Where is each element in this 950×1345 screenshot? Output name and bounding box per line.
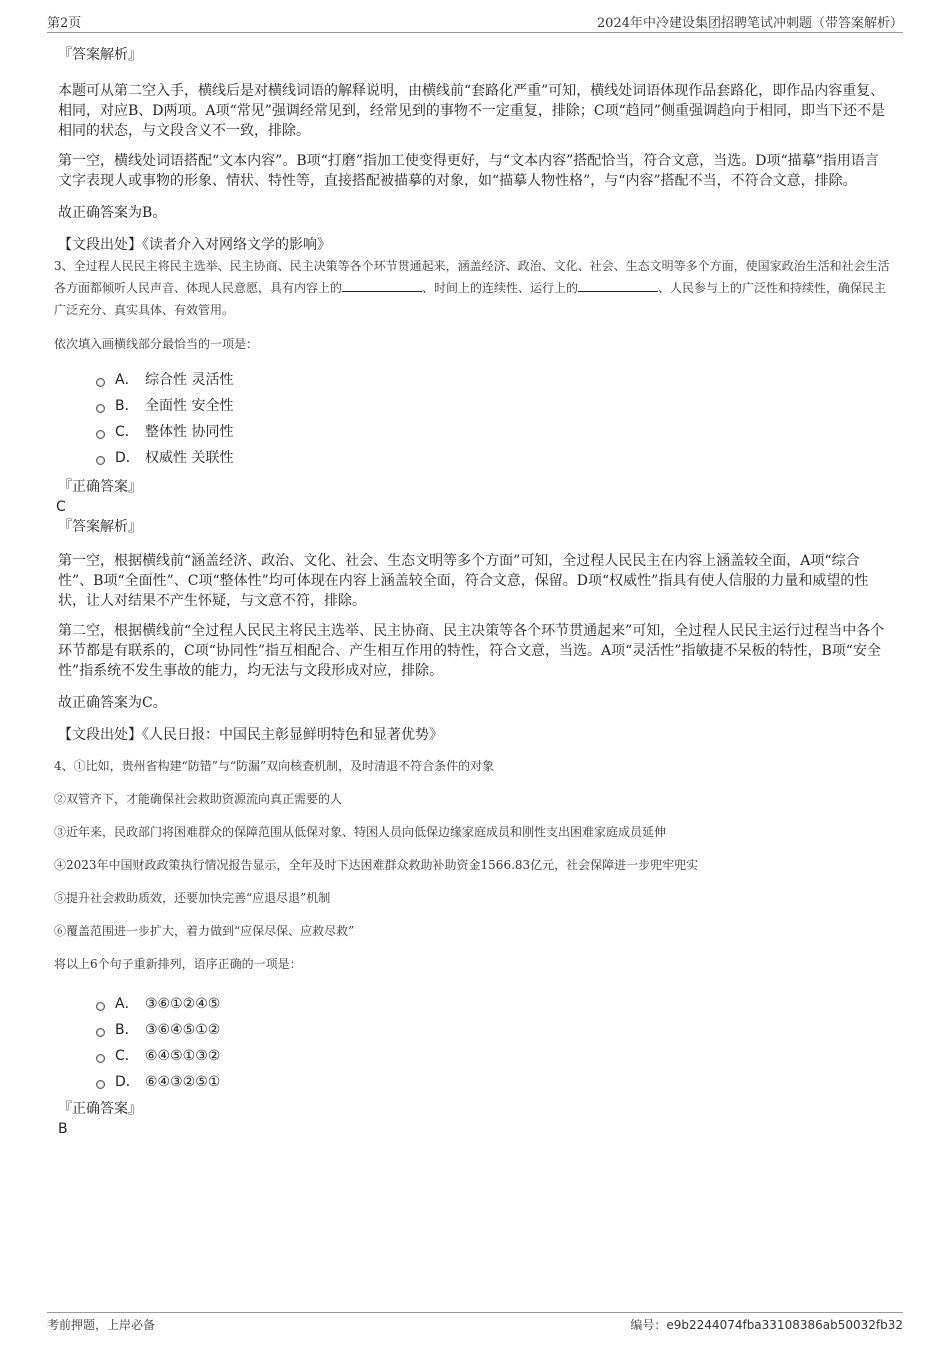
page-content bbox=[54, 45, 892, 1139]
q4-option-a[interactable]: A． ③⑥①②④⑤ bbox=[96, 991, 892, 1017]
radio-button[interactable] bbox=[96, 1028, 105, 1037]
q3-option-a[interactable]: A． 综合性 灵活性 bbox=[96, 367, 892, 393]
q3-blank-1 bbox=[342, 279, 422, 292]
page-header bbox=[47, 12, 903, 33]
q3-blank-2 bbox=[578, 279, 658, 292]
q4-sentence-6: ⑥覆盖范围进一步扩大，着力做到“应保尽保、应救尽救” bbox=[54, 924, 355, 938]
q3-stem-part-1: 3、全过程人民民主将民主选举、民主协商、民主决策等各个环节贯通起来，涵盖经济、政治、文化、社会、生态文明等多个方面，使国家政治生活和社会生活各方面都倾听人民声音、体现人民意愿，具有内容上的 bbox=[54, 259, 890, 295]
q3-option-c[interactable]: C． 整体性 协同性 bbox=[96, 419, 892, 445]
radio-button[interactable] bbox=[96, 1080, 105, 1089]
q4-option-c[interactable]: C． ⑥④⑤①③② bbox=[96, 1043, 892, 1069]
q4-sentence-3: ③近年来，民政部门将困难群众的保障范围从低保对象、特困人员向低保边缘家庭成员和刚性支出困难家庭成员延伸 bbox=[54, 825, 667, 839]
q4-sentence-4: ④2023年中国财政政策执行情况报告显示，全年及时下达困难群众救助补助资金1566.83亿元，社会保障进一步兜牢兜实 bbox=[54, 858, 699, 872]
radio-button[interactable] bbox=[96, 1054, 105, 1063]
q4-sentence-1: 4、①比如，贵州省构建“防错”与“防漏”双向核查机制，及时清退不符合条件的对象 bbox=[54, 759, 495, 773]
q4-correct-value: B bbox=[58, 1121, 68, 1137]
radio-button[interactable] bbox=[96, 1002, 105, 1011]
q2-analysis-paragraph-2: 第一空，横线处词语搭配“文本内容”。B项“打磨”指加工使变得更好，与“文本内容”搭配恰当，符合文意，当选。D项“描摹”指用语言文字表现人或事物的形象、情状、特性等，直接搭配被描摹的对象，如“描摹人物性格”，与“内容”搭配不当，不符合文意，排除。 bbox=[58, 153, 879, 189]
q3-stem-part-3: 、人民参与上的广泛性和持续性，确保民主广泛充分、真实具体、有效管用。 bbox=[54, 281, 887, 317]
q3-option-b[interactable]: B． 全面性 安全性 bbox=[96, 393, 892, 419]
q2-analysis-label: 『答案解析』 bbox=[58, 47, 142, 63]
radio-button[interactable] bbox=[96, 404, 105, 413]
q3-stem-part-2: 、时间上的连续性、运行上的 bbox=[422, 281, 579, 295]
radio-button[interactable] bbox=[96, 456, 105, 465]
q3-correct-label: 『正确答案』 bbox=[58, 479, 142, 495]
footer-slogan: 考前押题，上岸必备 bbox=[47, 1318, 156, 1332]
q3-analysis-paragraph-2: 第二空，根据横线前“全过程人民民主将民主选举、民主协商、民主决策等各个环节贯通起来”可知，全过程人民民主运行过程当中各个环节都是有联系的，C项“协同性”指互相配合、产生相互作用的特性，符合文意，当选。A项“灵活性”指敏捷不呆板的特性，B项“安全性”指系统不发生事故的能力，均无法与文段形成对应，排除。 bbox=[58, 623, 885, 679]
q3-analysis-label: 『答案解析』 bbox=[58, 519, 142, 535]
q3-analysis-paragraph-1: 第一空，根据横线前“涵盖经济、政治、文化、社会、生态文明等多个方面”可知，全过程人民民主在内容上涵盖较全面，A项“综合性”、B项“全面性”、C项“整体性”均可体现在内容上涵盖较全面，符合文意，保留。D项“权威性”指具有使人信服的力量和威望的性状，让人对结果不产生怀疑，与文意不符，排除。 bbox=[58, 553, 869, 609]
q4-sentence-2: ②双管齐下，才能确保社会救助资源流向真正需要的人 bbox=[54, 792, 343, 806]
footer-code-label: 编号： bbox=[630, 1318, 667, 1332]
q4-sentence-5: ⑤提升社会救助质效，还要加快完善“应退尽退”机制 bbox=[54, 891, 331, 905]
radio-button[interactable] bbox=[96, 430, 105, 439]
q2-source: 【文段出处】《读者介入对网络文学的影响》 bbox=[58, 237, 331, 253]
q4-options bbox=[58, 991, 892, 1095]
document-title: 2024年中冷建设集团招聘笔试冲刺题（带答案解析） bbox=[596, 16, 903, 31]
q3-source: 【文段出处】《人民日报：中国民主彰显鲜明特色和显著优势》 bbox=[58, 727, 443, 743]
q3-correct-value: C bbox=[56, 499, 66, 515]
footer-code-value: e9b2244074fba33108386ab50032fb32 bbox=[666, 1318, 903, 1332]
q4-correct-label: 『正确答案』 bbox=[58, 1101, 142, 1117]
q4-prompt: 将以上6个句子重新排列，语序正确的一项是： bbox=[54, 957, 302, 971]
radio-button[interactable] bbox=[96, 378, 105, 387]
q3-prompt: 依次填入画横线部分最恰当的一项是： bbox=[54, 337, 259, 351]
page-number: 第2页 bbox=[47, 16, 82, 31]
q2-analysis-paragraph-1: 本题可从第二空入手，横线后是对横线词语的解释说明，由横线前“套路化严重”可知，横线处词语体现作品套路化，即作品内容重复、相同，对应B、D两项。A项“常见”强调经常见到，经常见到的事物不一定重复，排除；C项“趋同”侧重强调趋向于相同，即当下还不是相同的状态，与文段含义不一致，排除。 bbox=[58, 83, 885, 139]
q3-options bbox=[58, 367, 892, 471]
q3-option-d[interactable]: D． 权威性 关联性 bbox=[96, 445, 892, 471]
q2-conclusion: 故正确答案为B。 bbox=[58, 205, 167, 221]
q4-option-d[interactable]: D． ⑥④③②⑤① bbox=[96, 1069, 892, 1095]
q4-option-b[interactable]: B． ③⑥④⑤①② bbox=[96, 1017, 892, 1043]
q3-conclusion: 故正确答案为C。 bbox=[58, 695, 167, 711]
q3-stem bbox=[54, 255, 892, 321]
page-footer bbox=[47, 1312, 903, 1335]
footer-code bbox=[630, 1316, 903, 1333]
